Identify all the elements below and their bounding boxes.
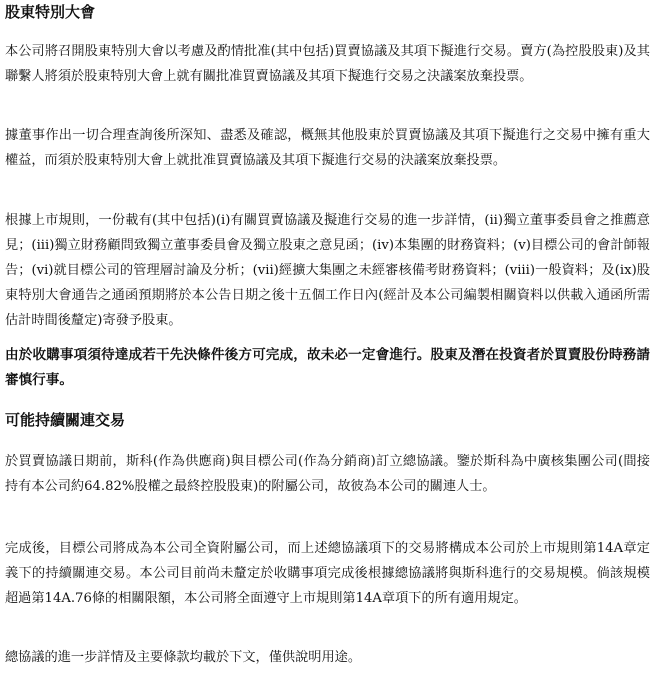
- section-heading-continuing-connected-transactions: 可能持續關連交易: [5, 411, 126, 429]
- section-heading-egm: 股東特別大會: [5, 3, 96, 21]
- paragraph-completion-effect: 完成後，目標公司將成為本公司全資附屬公司，而上述總協議項下的交易將構成本公司於上市規則第14A章定義下的持續關連交易。本公司目前尚未釐定於收購事項完成後根據總協議將與斯科進行的交易規模。倘該規模超過第14A.76條的相關限額，本公司將全面遵守上市規則第14A章項下的所有適用規定。: [5, 541, 650, 606]
- paragraph-egm-intro: 本公司將召開股東特別大會以考慮及酌情批准(其中包括)買賣協議及其項下擬進行交易。賣方(為控股股東)及其聯繫人將須於股東特別大會上就有關批准買賣協議及其項下擬進行交易之決議案放棄投票。: [5, 44, 650, 84]
- paragraph-further-details: 總協議的進一步詳情及主要條款均載於下文，僅供說明用途。: [5, 650, 362, 665]
- warning-statement: 由於收購事項須待達成若干先決條件後方可完成，故未必一定會進行。股東及潛在投資者於買賣股份時務請審慎行事。: [5, 347, 650, 388]
- paragraph-directors-confirmation: 據董事作出一切合理查詢後所深知、盡悉及確認，概無其他股東於買賣協議及其項下擬進行之交易中擁有重大權益，而須於股東特別大會上就批准買賣協議及其項下擬進行交易的決議案放棄投票。: [5, 128, 650, 168]
- paragraph-circular-contents: 根據上市規則，一份載有(其中包括)(i)有關買賣協議及擬進行交易的進一步詳情，(ii)獨立董事委員會之推薦意見；(iii)獨立財務顧問致獨立董事委員會及獨立股東之意見函；(iv)本集團的財務資料；(v)目標公司的會計師報告；(vi)就目標公司的管理層討論及分析；(vii)經擴大集團之未經審核備考財務資料；(viii)一般資料；及(ix)股東特別大會通告之通函預期將於本公告日期之後十五個工作日內(經計及本公司編製相關資料以供載入通函所需估計時間後釐定)寄發予股東。: [5, 213, 650, 328]
- paragraph-master-agreement: 於買賣協議日期前，斯科(作為供應商)與目標公司(作為分銷商)訂立總協議。鑒於斯科為中廣核集團公司(間接持有本公司約64.82%股權之最終控股股東)的附屬公司，故彼為本公司的關連人士。: [5, 454, 650, 494]
